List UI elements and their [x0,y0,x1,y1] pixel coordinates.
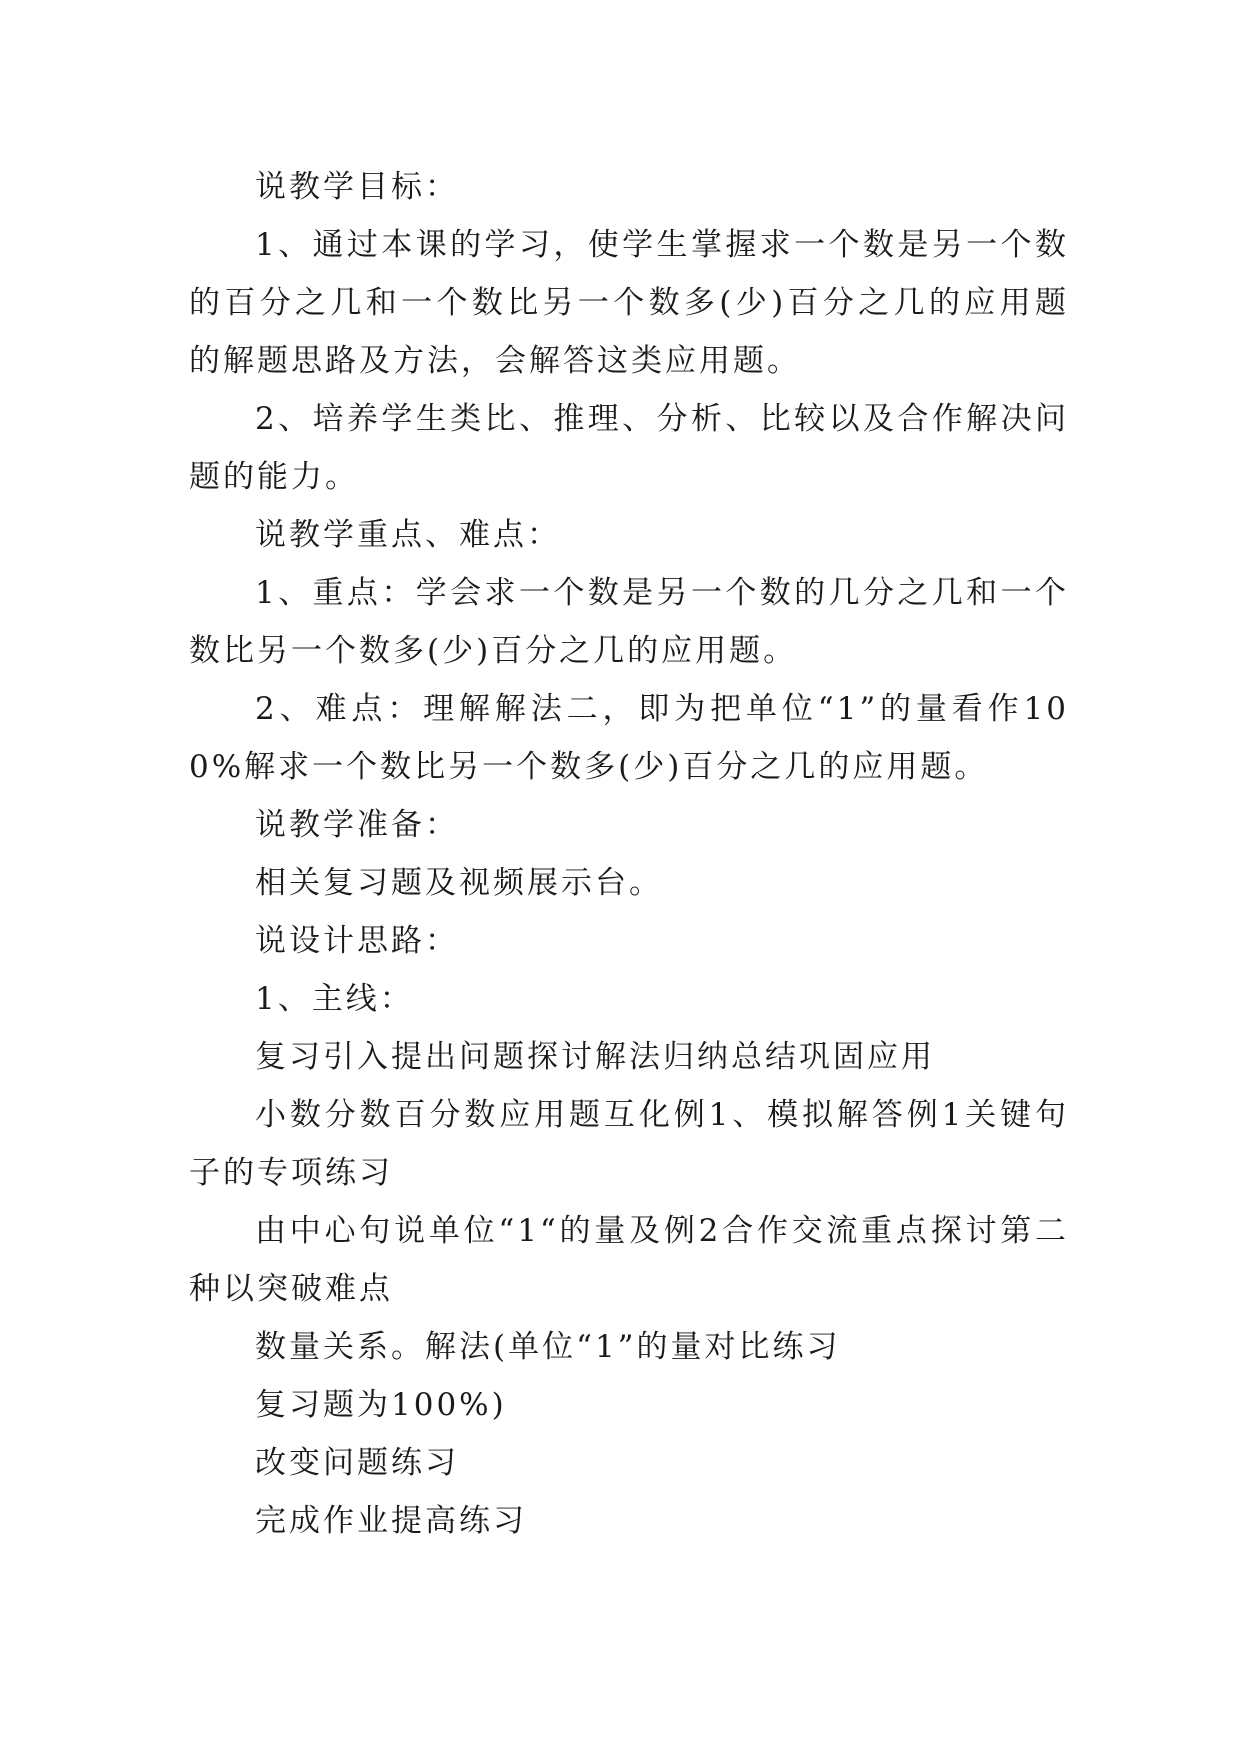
section-heading-teaching-goals: 说教学目标： [255,169,459,205]
key-point-item-2: 2、难点：理解解法二，即为把单位“1”的量看作100%解求一个数比另一个数多(少)百分之几的应用题。 [189,691,1069,785]
design-line: 数量关系。解法(单位“1”的量对比练习 [255,1329,841,1365]
design-line: 改变问题练习 [255,1445,459,1481]
design-line: 完成作业提高练习 [255,1503,527,1539]
design-line: 复习题为100%) [255,1387,507,1423]
goal-item-1: 1、通过本课的学习，使学生掌握求一个数是另一个数的百分之几和一个数比另一个数多(少)百分之几的应用题的解题思路及方法，会解答这类应用题。 [189,227,1069,379]
preparation-text: 相关复习题及视频展示台。 [255,865,663,901]
key-point-item-1: 1、重点：学会求一个数是另一个数的几分之几和一个数比另一个数多(少)百分之几的应用题。 [189,575,1069,669]
design-item-1: 1、主线： [255,981,414,1017]
design-line: 由中心句说单位“1“的量及例2合作交流重点探讨第二种以突破难点 [189,1213,1069,1307]
design-line: 小数分数百分数应用题互化例1、模拟解答例1关键句子的专项练习 [189,1097,1069,1191]
goal-item-2: 2、培养学生类比、推理、分析、比较以及合作解决问题的能力。 [189,401,1069,495]
section-heading-key-points: 说教学重点、难点： [255,517,561,553]
design-line: 复习引入提出问题探讨解法归纳总结巩固应用 [255,1039,935,1075]
section-heading-preparation: 说教学准备： [255,807,459,843]
document-body [189,158,1069,1550]
section-heading-design: 说设计思路： [255,923,459,959]
